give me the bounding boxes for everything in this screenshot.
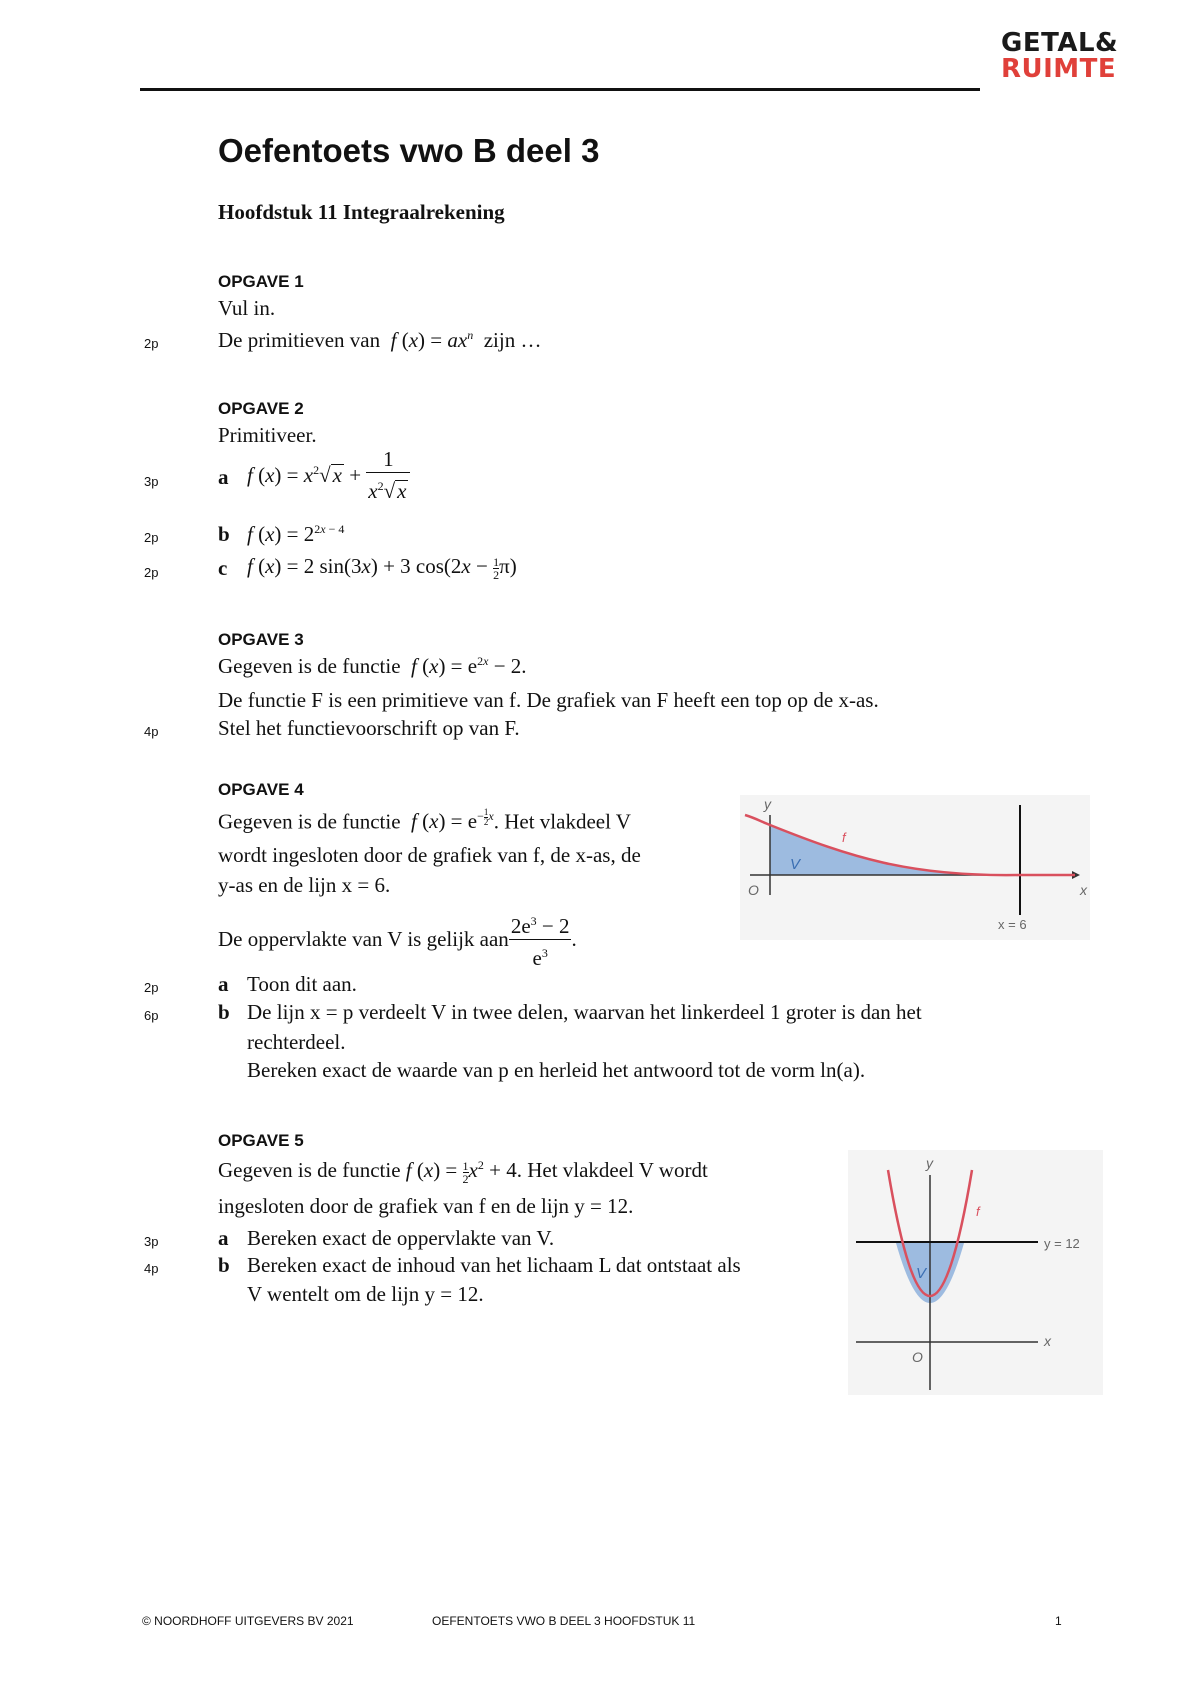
- opgave-4-line-1-end: . Het vlakdeel V: [493, 809, 631, 834]
- header-rule: [140, 88, 980, 91]
- opgave-5-formula: f (x) = $\frac{1}{2}$ $x^2 + 4$: [405, 1158, 517, 1186]
- opgave-2-instruction: Primitiveer.: [218, 423, 317, 447]
- opgave-5b-label: b: [218, 1253, 230, 1277]
- x-label: x: [1080, 882, 1087, 898]
- opgave-2c-formula: f (x) = 2 sin(3x) + 3 cos(2x − $\frac{1}{2}$ π): [247, 554, 517, 582]
- opgave-1-instruction: Vul in.: [218, 296, 276, 320]
- curve-label: f: [842, 830, 846, 845]
- opgave-2b-label: b: [218, 522, 230, 546]
- opgave-3-formula: f $(x) = e^{2x} - 2$.: [411, 654, 527, 678]
- opgave-1-text-end: zijn …: [483, 328, 542, 352]
- opgave-2b-points: 2p: [144, 530, 159, 545]
- opgave-5-line-1-start: Gegeven is de functie: [218, 1158, 401, 1182]
- y-label: y: [764, 796, 771, 812]
- opgave-4b-text: De lijn x = p verdeelt V in twee delen, waarvan het linkerdeel 1 groter is dan het: [247, 1000, 922, 1024]
- x-label: x: [1044, 1333, 1051, 1349]
- opgave-1-question: [218, 328, 541, 353]
- graph-background: [848, 1150, 1103, 1395]
- page-title: Oefentoets vwo B deel 3: [218, 132, 600, 169]
- curve-label: f: [976, 1204, 980, 1219]
- opgave-4-heading: OPGAVE 4: [218, 780, 304, 799]
- opgave-1-text-start: De primitieven van: [218, 328, 381, 352]
- opgave-5-heading: OPGAVE 5: [218, 1131, 304, 1150]
- origin-label: O: [748, 882, 759, 898]
- opgave-4-line-4-text: De oppervlakte van V is gelijk aan: [218, 927, 509, 951]
- opgave-3-line-1: [218, 654, 527, 679]
- opgave-2-heading: OPGAVE 2: [218, 399, 304, 418]
- opgave-5-line-2: ingesloten door de grafiek van f en de lijn y = 12.: [218, 1194, 634, 1218]
- opgave-2c-label: c: [218, 556, 228, 580]
- opgave-4-area-fraction: $\frac{2e^3 - 2}{e^3}$: [509, 908, 572, 971]
- y-label: y: [926, 1155, 933, 1171]
- opgave-4-line-1: [218, 808, 631, 834]
- opgave-4b-text-3: Bereken exact de waarde van p en herleid het antwoord tot de vorm ln(a).: [247, 1058, 866, 1082]
- opgave-3-points: 4p: [144, 724, 159, 739]
- footer-page-number: 1: [1055, 1614, 1062, 1628]
- opgave-4b-text-2: rechterdeel.: [247, 1030, 346, 1054]
- opgave-4b-points: 6p: [144, 1008, 159, 1023]
- opgave-4a-text: Toon dit aan.: [247, 972, 357, 996]
- opgave-4-formula: f $(x) = e^{- \frac{1}{2} x}$: [411, 807, 494, 834]
- chapter-heading: Hoofdstuk 11 Integraalrekening: [218, 200, 505, 224]
- opgave-4b-label: b: [218, 1000, 230, 1024]
- region-label: V: [790, 856, 801, 873]
- origin-label: O: [912, 1349, 923, 1365]
- line-label: y = 12: [1044, 1236, 1080, 1251]
- opgave-5-graph: [848, 1150, 1103, 1395]
- opgave-4-line-2: wordt ingesloten door de grafiek van f, de x-as, de: [218, 843, 641, 867]
- opgave-4-line-4: De oppervlakte van V is gelijk aan $\frac{2e^3 - 2}{e^3}$ .: [218, 908, 577, 971]
- opgave-4-graph: [740, 795, 1090, 940]
- opgave-2a-points: 3p: [144, 474, 159, 489]
- opgave-5-line-1: [218, 1158, 708, 1185]
- opgave-3-heading: OPGAVE 3: [218, 630, 304, 649]
- opgave-4a-points: 2p: [144, 980, 159, 995]
- opgave-5a-points: 3p: [144, 1234, 159, 1249]
- region-label: V: [916, 1265, 927, 1282]
- footer-document: OEFENTOETS VWO B DEEL 3 HOOFDSTUK 11: [432, 1614, 696, 1628]
- logo-line-2: RUIMTE: [1001, 54, 1117, 84]
- line-label: x = 6: [998, 917, 1027, 932]
- logo-line-1: GETAL&: [1001, 28, 1119, 58]
- footer-copyright: © NOORDHOFF UITGEVERS BV 2021: [142, 1614, 354, 1628]
- opgave-5b-points: 4p: [144, 1261, 159, 1276]
- opgave-4-line-3: y-as en de lijn x = 6.: [218, 873, 391, 897]
- opgave-2a-formula: f $(x) = x^2√x$ + $\frac{1}{x^2√x}$: [247, 446, 410, 504]
- opgave-2b-formula: f $(x) = 2^{2x - 4}$: [247, 522, 345, 546]
- opgave-1-points: 2p: [144, 336, 159, 351]
- opgave-2c-points: 2p: [144, 565, 159, 580]
- opgave-3-line-2: De functie F is een primitieve van f. De grafiek van F heeft een top op de x-as.: [218, 688, 879, 712]
- opgave-5b-text: Bereken exact de inhoud van het lichaam L dat ontstaat als: [247, 1253, 741, 1277]
- opgave-2a-label: a: [218, 465, 229, 489]
- opgave-5b-text-2: V wentelt om de lijn y = 12.: [247, 1282, 484, 1306]
- opgave-3-line-3: Stel het functievoorschrift op van F.: [218, 716, 520, 740]
- opgave-5a-label: a: [218, 1226, 229, 1250]
- opgave-1-formula: f $(x) = ax^n$: [390, 328, 474, 352]
- opgave-5a-text: Bereken exact de oppervlakte van V.: [247, 1226, 555, 1250]
- opgave-4a-label: a: [218, 972, 229, 996]
- opgave-5-line-1-end: . Het vlakdeel V wordt: [516, 1158, 708, 1182]
- opgave-1-heading: OPGAVE 1: [218, 272, 304, 291]
- opgave-3-line-1-text: Gegeven is de functie: [218, 654, 401, 678]
- publisher-logo: [1001, 30, 1118, 82]
- opgave-4-line-1-start: Gegeven is de functie: [218, 809, 401, 834]
